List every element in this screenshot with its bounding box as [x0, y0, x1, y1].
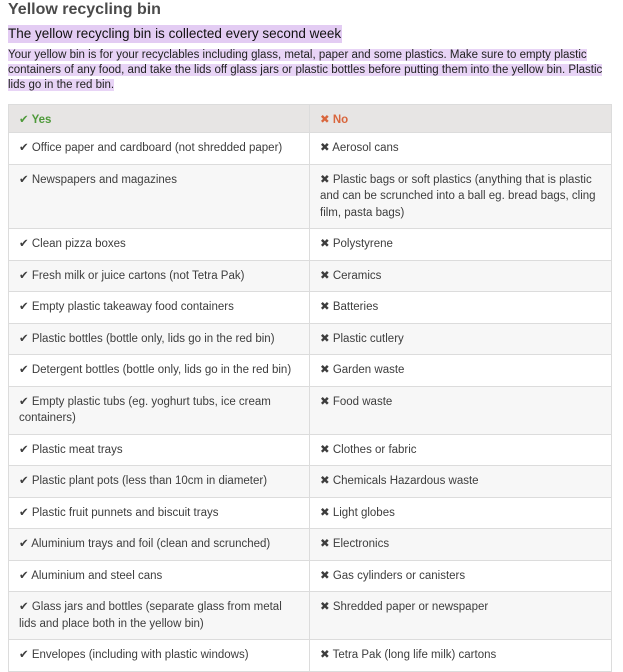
yes-cell: ✔ Detergent bottles (bottle only, lids go in the red bin) [9, 355, 310, 387]
page-title: Yellow recycling bin [8, 1, 161, 18]
table-row [9, 260, 612, 292]
no-cell: ✖ Plastic cutlery [310, 323, 612, 355]
table-row [9, 386, 612, 434]
yes-cell: ✔ Empty plastic tubs (eg. yoghurt tubs, ice cream containers) [9, 386, 310, 434]
yes-cell: ✔ Fresh milk or juice cartons (not Tetra Pak) [9, 260, 310, 292]
yes-column-header: ✔ Yes [9, 105, 310, 133]
no-cell: ✖ Clothes or fabric [310, 434, 612, 466]
table-row [9, 560, 612, 592]
intro-paragraph [8, 48, 608, 93]
table-row [9, 292, 612, 324]
table-row [9, 434, 612, 466]
no-cell: ✖ Aerosol cans [310, 133, 612, 165]
yes-cell: ✔ Newspapers and magazines [9, 164, 310, 229]
table-row [9, 497, 612, 529]
no-cell: ✖ Garden waste [310, 355, 612, 387]
table-row [9, 529, 612, 561]
no-cell: ✖ Ceramics [310, 260, 612, 292]
collection-subtitle-text: The yellow recycling bin is collected every second week [8, 26, 342, 41]
yes-cell: ✔ Plastic meat trays [9, 434, 310, 466]
table-row [9, 164, 612, 229]
yes-cell: ✔ Office paper and cardboard (not shredded paper) [9, 133, 310, 165]
yes-cell: ✔ Plastic plant pots (less than 10cm in diameter) [9, 466, 310, 498]
yes-cell: ✔ Glass jars and bottles (separate glass from metal lids and place both in the yellow bin) [9, 592, 310, 640]
no-cell: ✖ Plastic bags or soft plastics (anything that is plastic and can be scrunched into a ball eg. bread bags, cling film, pasta bags) [310, 164, 612, 229]
no-cell: ✖ Batteries [310, 292, 612, 324]
no-cell: ✖ Polystyrene [310, 229, 612, 261]
no-cell: ✖ Shredded paper or newspaper [310, 592, 612, 640]
no-cell: ✖ Tetra Pak (long life milk) cartons [310, 640, 612, 672]
yes-cell: ✔ Empty plastic takeaway food containers [9, 292, 310, 324]
no-cell: ✖ Chemicals Hazardous waste [310, 466, 612, 498]
no-cell: ✖ Electronics [310, 529, 612, 561]
no-cell: ✖ Gas cylinders or canisters [310, 560, 612, 592]
table-row [9, 133, 612, 165]
intro-paragraph-text: Your yellow bin is for your recyclables including glass, metal, paper and some plastics. Make sure to empty plastic containers of any food, and take the lids off glass jars or plastic bottles before putting them into the yellow bin. Plastic lids go in the red bin. [8, 49, 603, 91]
table-row [9, 640, 612, 672]
no-column-header: ✖ No [310, 105, 612, 133]
no-cell: ✖ Light globes [310, 497, 612, 529]
yes-cell: ✔ Envelopes (including with plastic windows) [9, 640, 310, 672]
collection-subtitle [8, 25, 342, 42]
table-row [9, 592, 612, 640]
yes-cell: ✔ Plastic fruit punnets and biscuit trays [9, 497, 310, 529]
no-cell: ✖ Food waste [310, 386, 612, 434]
table-row [9, 323, 612, 355]
yes-cell: ✔ Aluminium trays and foil (clean and scrunched) [9, 529, 310, 561]
yes-cell: ✔ Aluminium and steel cans [9, 560, 310, 592]
yes-cell: ✔ Plastic bottles (bottle only, lids go in the red bin) [9, 323, 310, 355]
yes-cell: ✔ Clean pizza boxes [9, 229, 310, 261]
table-row [9, 355, 612, 387]
table-row [9, 466, 612, 498]
recycling-table [8, 104, 612, 672]
table-row [9, 229, 612, 261]
table-header-row [9, 105, 612, 133]
